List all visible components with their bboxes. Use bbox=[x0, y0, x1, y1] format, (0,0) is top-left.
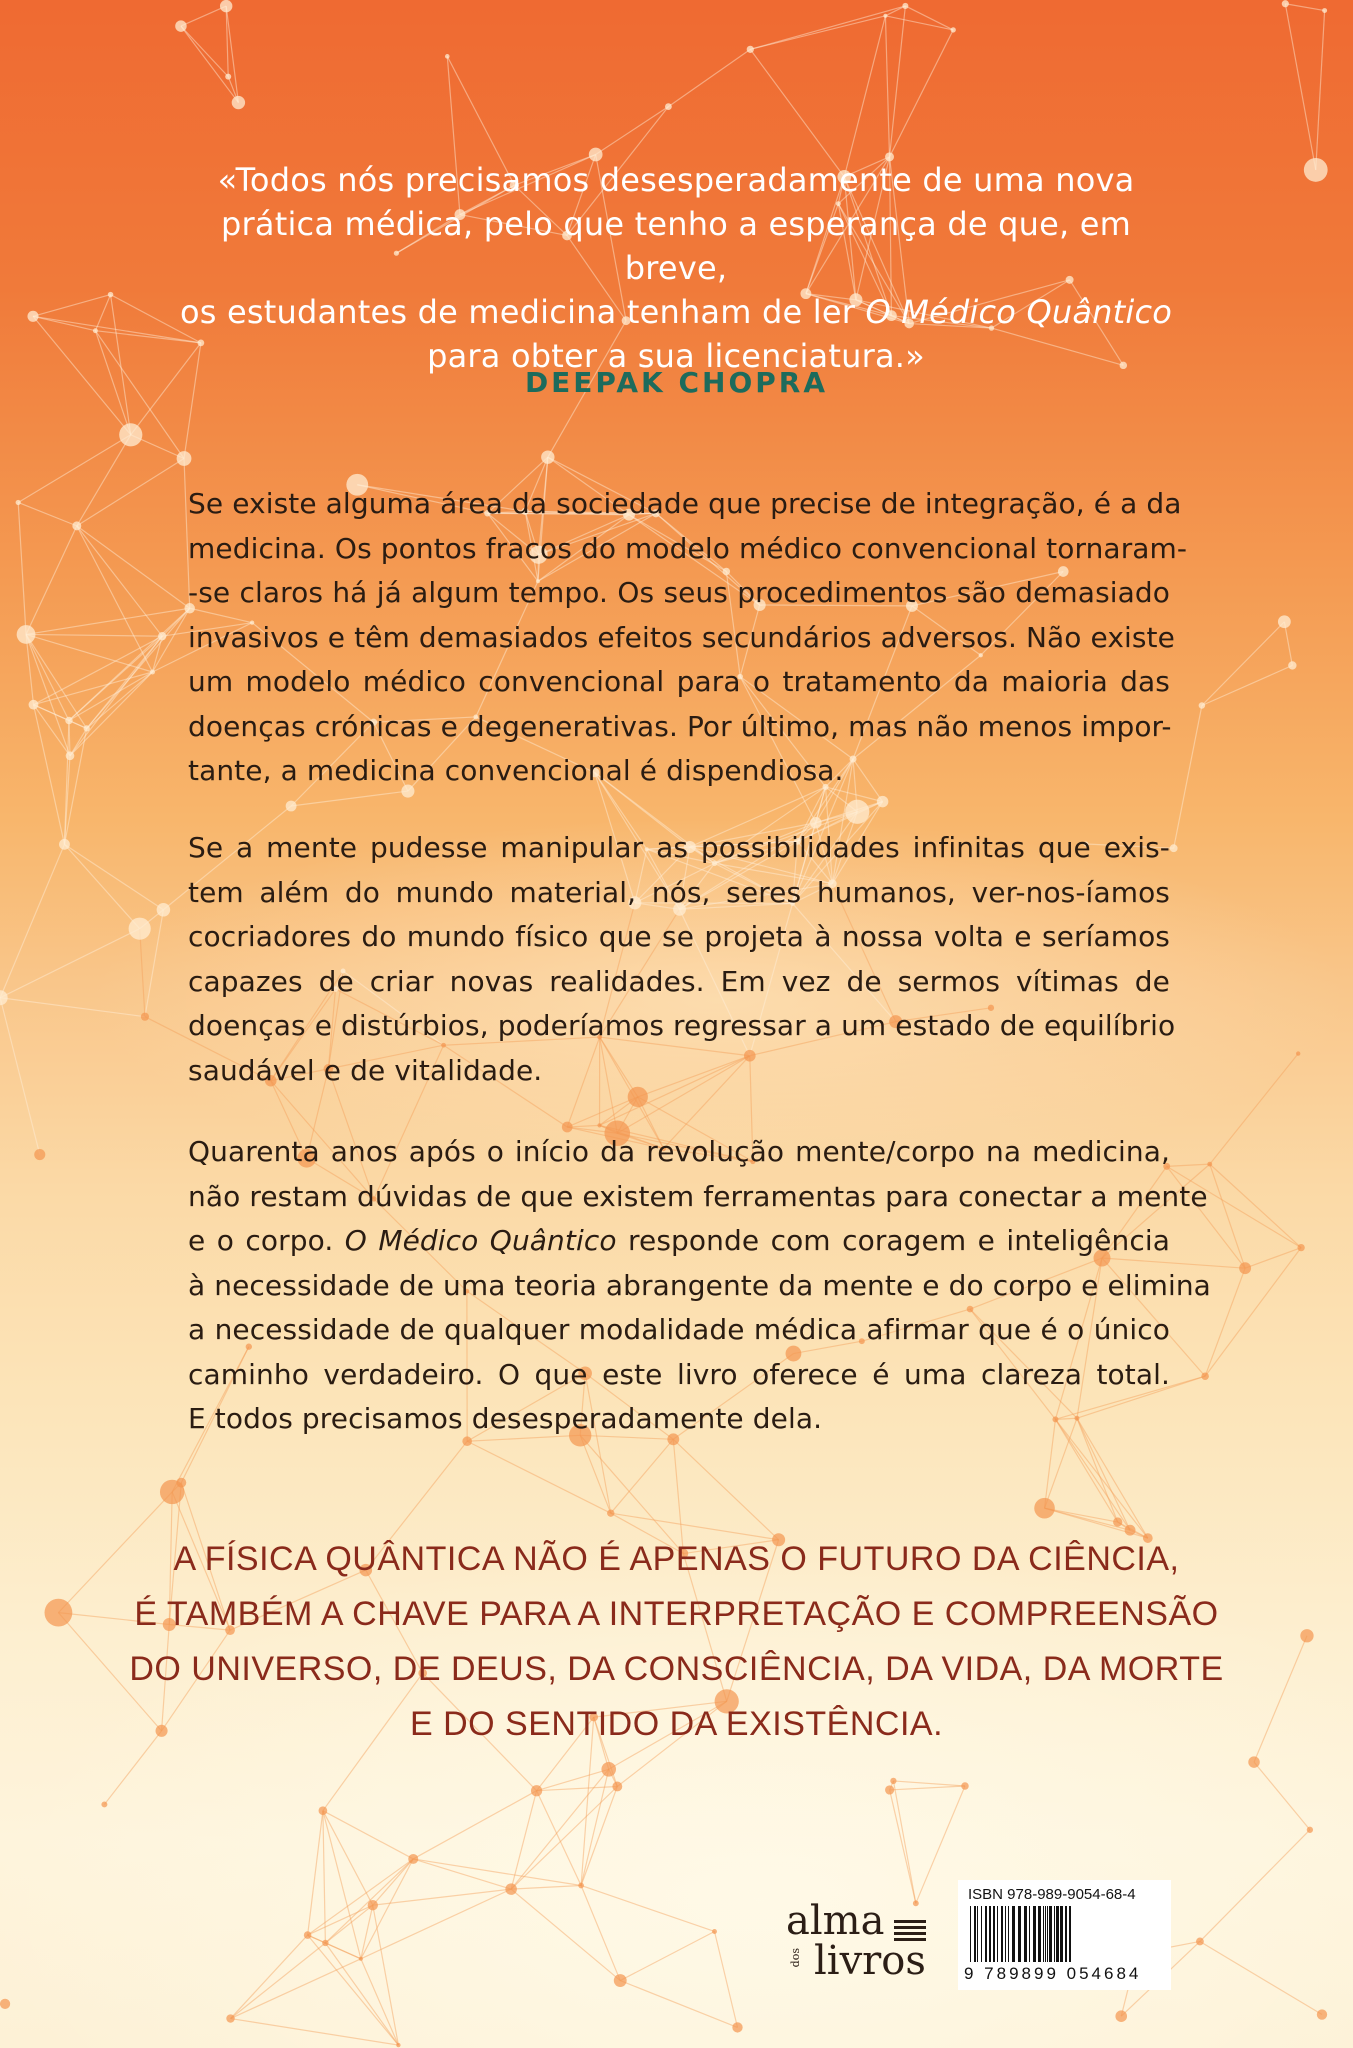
network-line bbox=[1205, 1268, 1245, 1376]
network-node bbox=[885, 1785, 894, 1794]
network-line bbox=[581, 1885, 620, 1980]
network-line bbox=[373, 1905, 399, 2045]
network-line bbox=[413, 1859, 511, 1889]
network-node bbox=[531, 1785, 542, 1796]
network-node bbox=[17, 625, 36, 644]
network-line bbox=[26, 634, 152, 672]
barcode-bar bbox=[977, 1906, 978, 1962]
tagline bbox=[0, 1532, 1353, 1752]
network-node bbox=[1248, 1756, 1259, 1767]
network-line bbox=[596, 107, 669, 155]
paragraph-line: medicina. Os pontos fracos do modelo médico convencional tornaram- bbox=[188, 531, 1188, 565]
barcode-bars bbox=[968, 1906, 1162, 1966]
network-node bbox=[359, 1957, 363, 1961]
network-line bbox=[231, 1935, 308, 2018]
network-node bbox=[119, 423, 142, 446]
quote-author: DEEPAK CHOPRA bbox=[524, 366, 829, 399]
network-line bbox=[181, 26, 228, 76]
paragraph-line: doenças e distúrbios, poderíamos regressar a um estado de equilíbrio bbox=[188, 1009, 1176, 1042]
network-node bbox=[601, 1762, 616, 1777]
network-node bbox=[232, 96, 245, 109]
network-line bbox=[750, 16, 885, 50]
paragraph-line: cocriadores do mundo físico que se projeta à nossa volta e seríamos bbox=[188, 920, 1170, 953]
network-node bbox=[1282, 0, 1289, 7]
network-node bbox=[1304, 158, 1328, 182]
book-title-italic: O Médico Quântico bbox=[344, 1224, 617, 1257]
network-node bbox=[322, 1940, 328, 1946]
network-node bbox=[665, 103, 672, 110]
network-line bbox=[95, 295, 110, 331]
network-node bbox=[225, 74, 231, 80]
network-line bbox=[581, 1885, 714, 1931]
barcode-bar bbox=[1001, 1906, 1003, 1962]
barcode-bar bbox=[1008, 1906, 1009, 1962]
network-node bbox=[175, 20, 186, 31]
network-line bbox=[1254, 1762, 1310, 1830]
network-node bbox=[141, 1013, 149, 1021]
paragraph-line: um modelo médico convencional para o tratamento da maioria das bbox=[188, 665, 1170, 698]
quote-line-2: prática médica, pelo que tenho a esperança de que, em breve, bbox=[221, 205, 1131, 287]
tagline-line-3: DO UNIVERSO, DE DEUS, DA CONSCIÊNCIA, DA VIDA, DA MORTE bbox=[129, 1650, 1224, 1688]
network-node bbox=[597, 1123, 601, 1127]
network-line bbox=[70, 636, 162, 756]
barcode-bar bbox=[1060, 1906, 1063, 1962]
network-line bbox=[511, 1889, 620, 1980]
paragraph-line: Se a mente pudesse manipular as possibilidades infinitas que exis- bbox=[188, 831, 1170, 864]
tagline-line-4: E DO SENTIDO DA EXISTÊNCIA. bbox=[409, 1705, 944, 1743]
network-line bbox=[0, 929, 139, 998]
network-node bbox=[408, 1854, 418, 1864]
network-line bbox=[26, 634, 162, 636]
barcode-bar bbox=[1029, 1906, 1030, 1962]
network-node bbox=[505, 1883, 517, 1895]
network-node bbox=[902, 3, 908, 9]
network-node bbox=[445, 54, 450, 59]
barcode-bar bbox=[1038, 1906, 1041, 1962]
network-node bbox=[129, 918, 151, 940]
network-line bbox=[620, 1981, 737, 2028]
network-node bbox=[1113, 1517, 1122, 1526]
network-line bbox=[1045, 1508, 1118, 1522]
barcode-bar bbox=[993, 1906, 995, 1962]
network-node bbox=[157, 903, 171, 917]
isbn-barcode bbox=[958, 1880, 1171, 1990]
tagline-line-1: A FÍSICA QUÂNTICA NÃO É APENAS O FUTURO DA CIÊNCIA, bbox=[173, 1540, 1180, 1578]
network-node bbox=[1322, 8, 1327, 13]
network-line bbox=[905, 6, 953, 30]
network-line bbox=[77, 526, 190, 608]
network-line bbox=[413, 1791, 536, 1859]
network-node bbox=[1199, 702, 1205, 708]
network-node bbox=[59, 839, 70, 850]
network-node bbox=[93, 328, 98, 333]
network-line bbox=[323, 1811, 413, 1859]
barcode-bar bbox=[1018, 1906, 1021, 1962]
barcode-bar bbox=[1069, 1906, 1071, 1962]
network-line bbox=[537, 1791, 582, 1886]
network-node bbox=[319, 1806, 328, 1815]
network-line bbox=[893, 1781, 915, 1903]
network-line bbox=[890, 1790, 916, 1903]
synopsis-paragraph-3 bbox=[188, 1130, 1211, 1442]
quote-line-4: para obter a sua licenciatura.» bbox=[427, 337, 925, 375]
network-node bbox=[1034, 1498, 1055, 1519]
network-node bbox=[1278, 615, 1291, 628]
network-line bbox=[1285, 4, 1324, 11]
quote-book-title: O Médico Quântico bbox=[865, 293, 1173, 331]
network-node bbox=[34, 1149, 45, 1160]
barcode-bar bbox=[1033, 1906, 1036, 1962]
network-node bbox=[845, 800, 869, 824]
network-line bbox=[231, 1943, 326, 2019]
network-line bbox=[580, 1435, 611, 1513]
barcode-bar bbox=[1049, 1906, 1052, 1962]
network-node bbox=[368, 1900, 378, 1910]
barcode-bar bbox=[1054, 1906, 1055, 1962]
network-node bbox=[84, 725, 90, 731]
network-node bbox=[158, 632, 166, 640]
network-node bbox=[732, 2022, 742, 2032]
network-node bbox=[108, 292, 113, 297]
network-line bbox=[844, 16, 885, 177]
network-line bbox=[893, 1781, 965, 1786]
barcode-bar bbox=[985, 1906, 987, 1962]
network-line bbox=[0, 998, 40, 1155]
barcode-bar bbox=[1005, 1906, 1006, 1962]
network-node bbox=[16, 500, 21, 505]
barcode-bar bbox=[1065, 1906, 1067, 1962]
network-line bbox=[33, 295, 111, 317]
network-node bbox=[66, 751, 75, 760]
paragraph-text: responde com coragem e inteligência bbox=[616, 1224, 1170, 1257]
network-line bbox=[361, 1889, 511, 1959]
network-line bbox=[611, 1439, 674, 1513]
network-node bbox=[29, 700, 39, 710]
network-line bbox=[323, 1811, 373, 1905]
network-line bbox=[70, 672, 152, 756]
network-node bbox=[1296, 1051, 1300, 1055]
paragraph-line: doenças crónicas e degenerativas. Por último, mas não menos impor- bbox=[188, 709, 1172, 743]
network-line bbox=[1200, 1941, 1322, 2014]
network-line bbox=[77, 458, 184, 525]
network-line bbox=[361, 1959, 399, 2045]
network-node bbox=[877, 796, 889, 808]
endorsement-quote bbox=[176, 158, 1176, 378]
barcode-bar bbox=[981, 1906, 982, 1962]
network-line bbox=[18, 435, 131, 503]
network-node bbox=[1201, 1372, 1209, 1380]
network-node bbox=[220, 0, 232, 12]
network-node bbox=[0, 1999, 10, 2009]
network-line bbox=[18, 502, 77, 525]
barcode-bar bbox=[974, 1906, 976, 1962]
network-node bbox=[578, 1883, 584, 1889]
logo-word-dos: dos bbox=[789, 1948, 802, 1968]
paragraph-line: tante, a medicina convencional é dispendiosa. bbox=[188, 754, 844, 787]
network-line bbox=[1202, 622, 1284, 706]
network-node bbox=[961, 1782, 969, 1790]
barcode-bar bbox=[1045, 1906, 1046, 1962]
paragraph-line: a necessidade de qualquer modalidade médica afirmar que é o único bbox=[188, 1313, 1170, 1346]
network-node bbox=[747, 46, 754, 53]
network-node bbox=[0, 990, 8, 1005]
network-line bbox=[231, 2019, 399, 2046]
network-line bbox=[77, 526, 153, 672]
barcode-bar bbox=[989, 1906, 991, 1962]
quote-line-3-text: os estudantes de medicina tenham de ler bbox=[179, 293, 866, 331]
network-node bbox=[712, 1929, 717, 1934]
network-node bbox=[150, 669, 155, 674]
network-line bbox=[885, 16, 953, 30]
network-node bbox=[1115, 2010, 1127, 2022]
network-node bbox=[396, 2043, 400, 2047]
barcode-bar bbox=[1056, 1906, 1059, 1962]
tagline-line-2: É TAMBÉM A CHAVE PARA A INTERPRETAÇÃO E COMPREENSÃO bbox=[134, 1595, 1219, 1633]
network-line bbox=[77, 435, 131, 526]
barcode-bar bbox=[1012, 1906, 1015, 1962]
network-line bbox=[1174, 706, 1202, 849]
network-node bbox=[1297, 1244, 1304, 1251]
network-line bbox=[1202, 665, 1292, 705]
quote-line-3 bbox=[180, 293, 1172, 331]
network-line bbox=[1167, 1164, 1210, 1166]
logo-word-livros: livros bbox=[814, 1938, 926, 1984]
network-node bbox=[1239, 1262, 1251, 1274]
barcode-bar bbox=[997, 1906, 998, 1962]
paragraph-line: -se claros há já algum tempo. Os seus procedimentos são demasiado bbox=[188, 576, 1170, 609]
network-node bbox=[304, 1931, 312, 1939]
network-line bbox=[69, 720, 70, 755]
network-line bbox=[1210, 1054, 1298, 1165]
isbn-label: ISBN 978-989-9054-68-4 bbox=[968, 1886, 1136, 1903]
paragraph-line: tem além do mundo material, nós, seres humanos, ver-nos-íamos bbox=[188, 875, 1170, 909]
barcode-bar bbox=[1024, 1906, 1027, 1962]
network-node bbox=[1317, 2009, 1327, 2019]
network-node bbox=[226, 2014, 234, 2022]
paragraph-line: Se existe alguma área da sociedade que precise de integração, é a da bbox=[188, 487, 1182, 520]
network-line bbox=[413, 1859, 581, 1886]
paragraph-line: saudável e de vitalidade. bbox=[188, 1053, 543, 1087]
barcode-digits: 9 789899 054684 bbox=[964, 1964, 1142, 1983]
paragraph-line: invasivos e têm demasiados efeitos secundários adversos. Não existe bbox=[188, 620, 1175, 654]
network-line bbox=[0, 998, 145, 1017]
publisher-logo bbox=[778, 1898, 928, 1986]
paragraph-line bbox=[188, 1219, 1170, 1264]
paragraph-line: capazes de criar novas realidades. Em vez de sermos vítimas de bbox=[188, 964, 1170, 998]
network-node bbox=[541, 450, 554, 463]
network-line bbox=[181, 6, 226, 26]
network-node bbox=[1196, 1938, 1204, 1946]
network-node bbox=[286, 801, 297, 812]
network-line bbox=[0, 844, 64, 997]
synopsis-paragraph-1 bbox=[188, 482, 1188, 794]
network-line bbox=[140, 929, 145, 1017]
barcode-bar bbox=[970, 1906, 971, 1962]
network-node bbox=[65, 717, 72, 724]
network-node bbox=[1170, 844, 1178, 852]
network-node bbox=[27, 311, 38, 322]
network-node bbox=[951, 27, 956, 32]
network-node bbox=[612, 1782, 622, 1792]
network-line bbox=[668, 49, 750, 106]
network-line bbox=[308, 1811, 323, 1935]
network-node bbox=[1207, 1162, 1212, 1167]
logo-word-alma: alma bbox=[786, 1898, 885, 1944]
paragraph-line: Quarenta anos após o início da revolução mente/corpo na medicina, bbox=[188, 1135, 1170, 1168]
network-line bbox=[26, 526, 77, 635]
network-node bbox=[883, 14, 887, 18]
network-node bbox=[177, 451, 192, 466]
network-node bbox=[607, 1509, 614, 1516]
network-node bbox=[72, 521, 81, 530]
network-line bbox=[890, 1786, 965, 1790]
network-line bbox=[715, 1931, 738, 2027]
network-line bbox=[581, 1786, 617, 1885]
network-line bbox=[18, 502, 26, 634]
network-node bbox=[1307, 1827, 1313, 1833]
network-line bbox=[33, 672, 152, 705]
network-line bbox=[885, 16, 889, 157]
network-line bbox=[323, 1811, 361, 1959]
quote-line-1: «Todos nós precisamos desesperadamente de uma nova bbox=[217, 161, 1135, 199]
paragraph-line: não restam dúvidas de que existem ferramentas para conectar a mente bbox=[188, 1179, 1208, 1213]
network-line bbox=[1285, 4, 1315, 170]
network-line bbox=[890, 30, 954, 157]
network-line bbox=[620, 1931, 714, 1980]
paragraph-line: caminho verdadeiro. O que este livro oferece é uma clareza total. bbox=[188, 1357, 1170, 1391]
network-line bbox=[890, 6, 906, 157]
network-line bbox=[673, 1439, 778, 1539]
network-line bbox=[467, 1441, 611, 1513]
network-line bbox=[231, 1959, 361, 2019]
barcode-bar bbox=[1043, 1906, 1044, 1962]
paragraph-line: E todos precisamos desesperadamente dela. bbox=[188, 1402, 823, 1435]
network-line bbox=[1200, 1830, 1310, 1942]
network-node bbox=[1288, 661, 1296, 669]
network-node bbox=[614, 1974, 627, 1987]
network-line bbox=[308, 1935, 399, 2045]
network-line bbox=[1316, 11, 1325, 170]
network-line bbox=[511, 1885, 581, 1889]
network-node bbox=[176, 1478, 186, 1488]
barcode-bar bbox=[1047, 1906, 1048, 1962]
network-node bbox=[101, 1801, 107, 1807]
synopsis-paragraph-2 bbox=[188, 826, 1176, 1093]
paragraph-line: à necessidade de uma teoria abrangente da mente e do corpo e elimina bbox=[188, 1268, 1211, 1302]
network-line bbox=[1284, 622, 1292, 666]
network-node bbox=[890, 1778, 896, 1784]
paragraph-text: e o corpo. bbox=[188, 1224, 345, 1257]
